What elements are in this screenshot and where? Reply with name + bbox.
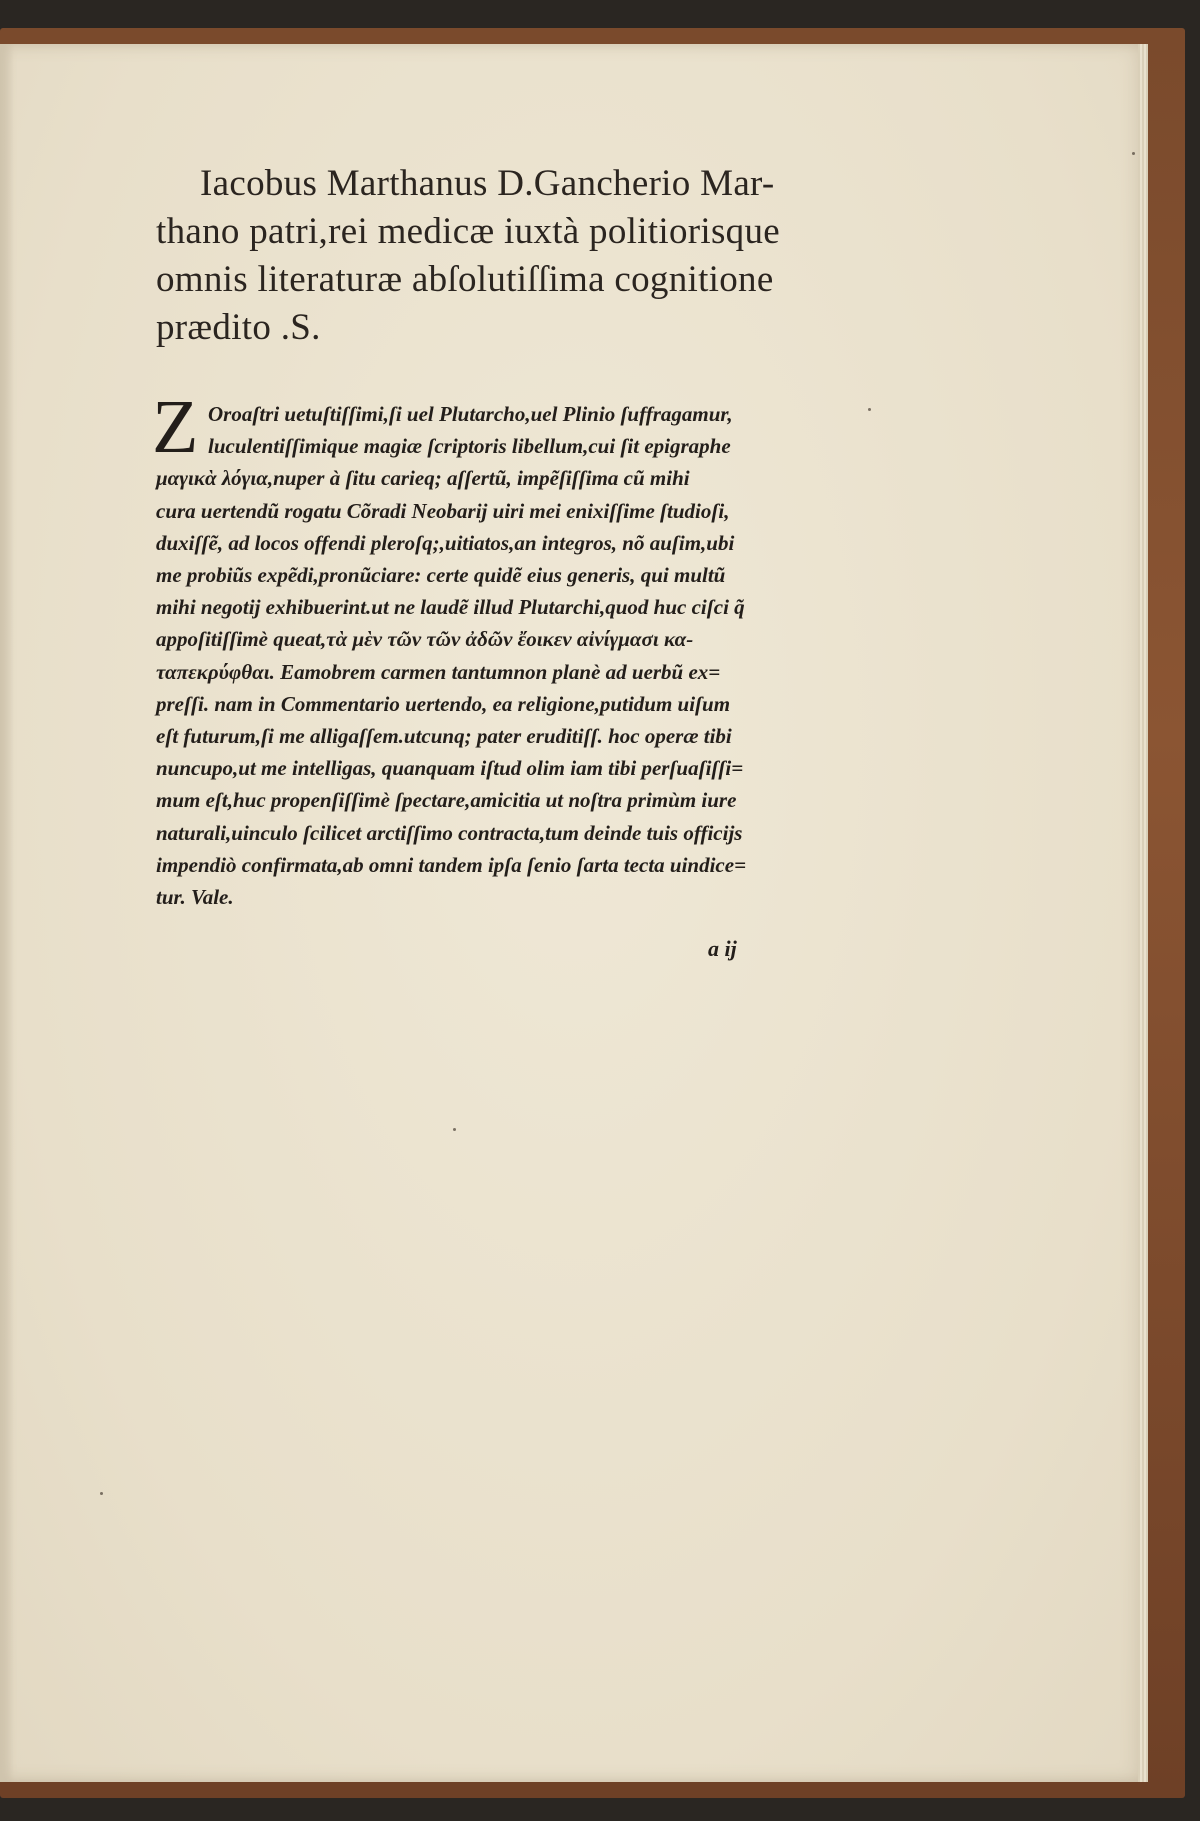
body-line: Oroaſtri uetuſtiſſimi,ſi uel Plutarcho,uel Plinio ſuffragamur, [208,402,733,426]
signature-mark: a ij [708,936,737,961]
dedication-body [156,398,836,913]
heading-line: Iacobus Marthanus D.Gancherio Mar- [200,163,775,204]
body-line: naturali,uinculo ſcilicet arctiſſimo contracta,tum deinde tuis officijs [156,820,743,845]
dedication-heading [156,160,836,352]
heading-line: prædito .S. [156,307,321,348]
paper-speck [868,408,871,411]
page-gutter [0,44,14,1782]
paper-speck [1132,152,1135,155]
paper-speck [453,1128,456,1131]
body-line: ταπεκρύφθαι. Eamobrem carmen tantumnon planè ad uerbũ ex= [156,659,721,684]
body-line: impendiò confirmata,ab omni tandem ipſa ſenio ſarta tecta uindice= [156,852,747,877]
body-line: mihi negotij exhibuerint.ut ne laudẽ illud Plutarchi,quod huc ciſci q̃ [156,595,745,620]
body-line: tur. Vale. [156,885,234,910]
body-line: nuncupo,ut me intelligas, quanquam iſtud olim iam tibi perſuaſiſſi= [156,756,744,781]
paper-speck [100,1492,103,1495]
body-line: duxiſſẽ, ad locos offendi pleroſq;,uitiatos,an integros, nõ auſim,ubi [156,530,735,555]
drop-cap-initial: Z [152,385,199,469]
heading-line: omnis literaturæ abſolutiſſima cognitione [156,259,774,300]
body-line: cura uertendũ rogatu Cõradi Neobarij uiri mei enixiſſime ſtudioſi, [156,498,730,523]
body-line: appoſitiſſimè queat,τὰ μὲν τῶν τῶν ἀδῶν ἔοικεν αἰνίγμασι κα- [156,627,694,652]
body-line: luculentiſſimique magiæ ſcriptoris libellum,cui ſit epigraphe [208,434,731,459]
body-line: preſſi. nam in Commentario uertendo, ea religione,putidum uiſum [156,691,731,716]
body-line: mum eſt,huc propenſiſſimè ſpectare,amicitia ut noſtra primùm iure [156,788,737,813]
heading-line: thano patri,rei medicæ iuxtà politiorisque [156,211,780,252]
body-line: me probiũs expẽdi,pronũciare: certe quidẽ eius generis, qui multũ [156,563,726,588]
body-line: eſt futurum,ſi me alligaſſem.utcunq; pater eruditiſſ. hoc operæ tibi [156,724,732,749]
page-fore-edge [1138,44,1148,1782]
body-line: μαγικὰ λόγια,nuper à ſitu carieq; aſſertũ, impẽſiſſima cũ mihi [156,466,690,491]
